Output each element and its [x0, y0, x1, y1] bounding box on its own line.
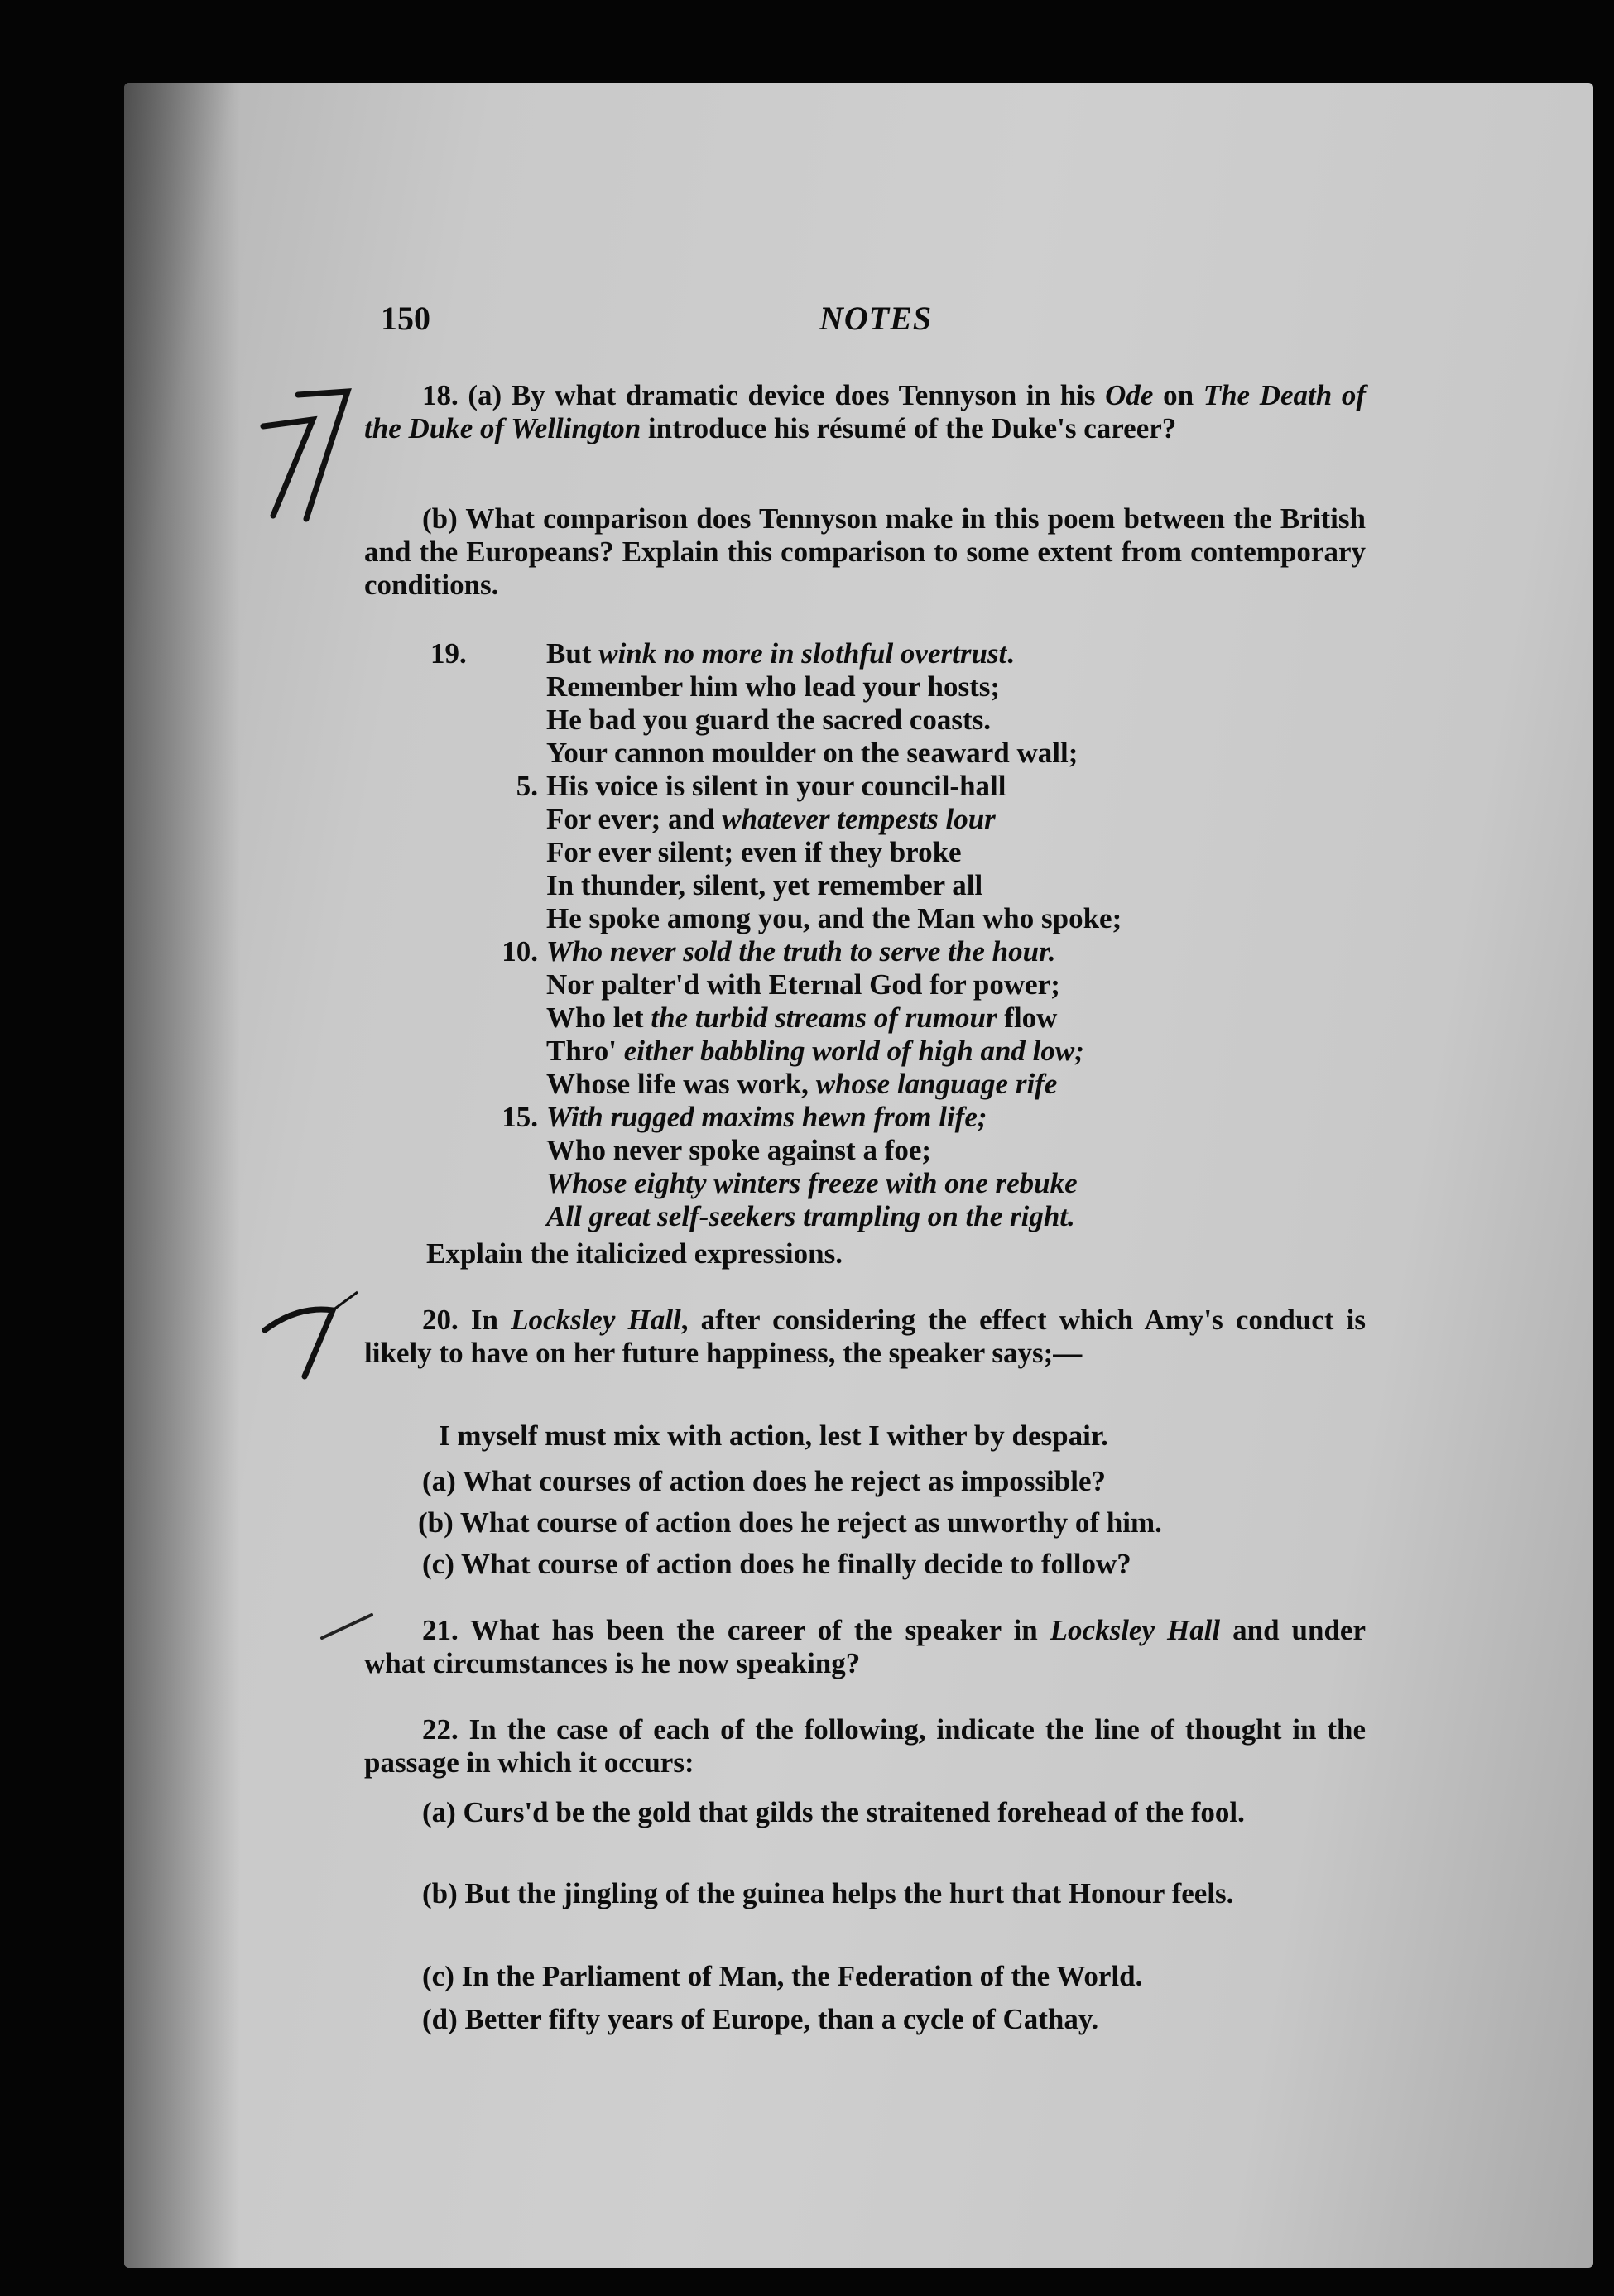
verse-text: Who let the turbid streams of rumour flow: [546, 1001, 1058, 1034]
question-20c: (c) What course of action does he finally decide to follow?: [422, 1548, 1131, 1580]
verse-text: Thro' either babbling world of high and low;: [546, 1035, 1084, 1067]
verse-text: Whose life was work, whose language rife: [546, 1068, 1058, 1100]
poem-line: [430, 1200, 1341, 1233]
poem-line: [430, 869, 1341, 902]
running-title: NOTES: [819, 300, 933, 337]
poem-line: [430, 737, 1341, 770]
poem-line: [430, 670, 1341, 704]
poem-line: [430, 803, 1341, 836]
poem-line: [430, 836, 1341, 869]
question-18b: (b) What comparison does Tennyson make in this poem between the British and the Europeans? Explain this comparison to some extent from contemporary conditions.: [364, 502, 1366, 601]
poem-line: [430, 1068, 1341, 1101]
poem-line: [430, 1167, 1341, 1200]
verse-text: Who never sold the truth to serve the hour.: [546, 935, 1056, 968]
poem-line: [430, 1101, 1341, 1134]
page-number: 150: [381, 300, 430, 337]
question-19-instruction: Explain the italicized expressions.: [426, 1237, 843, 1270]
poem-line: [430, 1001, 1341, 1035]
verse-text: His voice is silent in your council-hall: [546, 770, 1006, 802]
handwritten-mark-seven: [248, 377, 364, 526]
question-22a: (a) Curs'd be the gold that gilds the straitened forehead of the fool.: [422, 1796, 1245, 1828]
verse-text: He spoke among you, and the Man who spoke;: [546, 902, 1122, 934]
verse-text: But wink no more in slothful overtrust.: [546, 637, 1015, 670]
verse-text: Remember him who lead your hosts;: [546, 670, 1001, 703]
question-21: 21. What has been the career of the speaker in Locksley Hall and under what circumstances is he now speaking?: [364, 1614, 1366, 1679]
question-19-number: 19.: [430, 637, 467, 670]
question-20-quote: I myself must mix with action, lest I wither by despair.: [439, 1419, 1108, 1452]
poem-line: [430, 902, 1341, 935]
question-19-poem: [430, 637, 1341, 1233]
verse-text: With rugged maxims hewn from life;: [546, 1101, 987, 1133]
verse-text: Nor palter'd with Eternal God for power;: [546, 968, 1060, 1001]
verse-text: Who never spoke against a foe;: [546, 1134, 932, 1166]
verse-text: For ever; and whatever tempests lour: [546, 803, 996, 835]
question-22c: (c) In the Parliament of Man, the Federation of the World.: [422, 1960, 1143, 1992]
verse-text: Your cannon moulder on the seaward wall;: [546, 737, 1078, 769]
poem-line: [430, 935, 1341, 968]
line-number: 15.: [502, 1101, 538, 1133]
verse-text: All great self-seekers trampling on the right.: [546, 1200, 1075, 1232]
page-header: [381, 302, 1374, 343]
verse-text: Whose eighty winters freeze with one rebuke: [546, 1167, 1078, 1199]
verse-text: For ever silent; even if they broke: [546, 836, 962, 868]
poem-line: [430, 637, 1341, 670]
question-22-intro: 22. In the case of each of the following, indicate the line of thought in the passage in which it occurs:: [364, 1713, 1366, 1779]
poem-line: [430, 770, 1341, 803]
question-20a: (a) What courses of action does he reject as impossible?: [422, 1465, 1106, 1497]
poem-line: [430, 1134, 1341, 1167]
question-22d: (d) Better fifty years of Europe, than a cycle of Cathay.: [422, 2003, 1099, 2035]
question-18a: 18. (a) By what dramatic device does Tennyson in his Ode on The Death of the Duke of Wellington introduce his résumé of the Duke's career?: [364, 379, 1366, 444]
question-20-intro: 20. In Locksley Hall, after considering the effect which Amy's conduct is likely to have on her future happiness, the speaker says;—: [364, 1304, 1366, 1369]
poem-line: [430, 704, 1341, 737]
verse-text: In thunder, silent, yet remember all: [546, 869, 983, 901]
poem-line: [430, 968, 1341, 1001]
question-20b: (b) What course of action does he reject as unworthy of him.: [418, 1506, 1162, 1539]
line-number: 5.: [516, 770, 538, 802]
poem-line: [430, 1035, 1341, 1068]
handwritten-arrow-mark: [257, 1287, 364, 1386]
question-22b: (b) But the jingling of the guinea helps the hurt that Honour feels.: [422, 1877, 1234, 1909]
verse-text: He bad you guard the sacred coasts.: [546, 704, 992, 736]
line-number: 10.: [502, 935, 538, 968]
